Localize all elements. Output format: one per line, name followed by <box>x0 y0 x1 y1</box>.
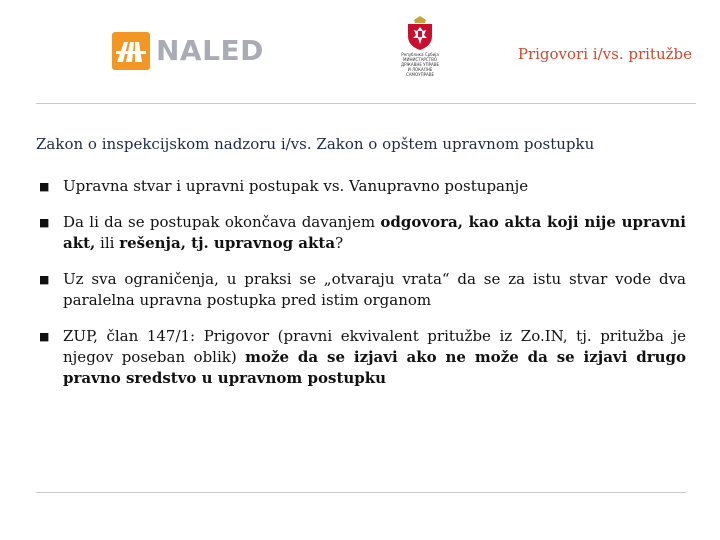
list-item <box>36 212 686 254</box>
point-text: ? <box>335 234 344 252</box>
point-text: ili <box>95 234 120 252</box>
header-divider <box>36 103 696 104</box>
point-text: ZUP, član 147/1: Prigovor (pravni ekvivalent pritužbe iz Zo.IN, tj. pritužba je njegov poseban oblik) <box>63 327 686 366</box>
footer-divider <box>36 492 686 493</box>
list-item <box>36 269 686 311</box>
square-bullet-icon: ■ <box>39 216 50 229</box>
bullet-list <box>36 176 686 404</box>
point-text: Da li da se postupak okončava davanjem <box>63 213 381 231</box>
point-text: Uz sva ograničenja, u praksi se „otvaraju vrata“ da se za istu stvar vode dva paralelna upravna postupka pred istim organom <box>63 270 686 309</box>
point-emphasis: rešenja, tj. upravnog akta <box>119 234 336 252</box>
naled-logo-text: NALED <box>156 34 264 67</box>
square-bullet-icon: ■ <box>39 180 50 193</box>
list-item <box>36 326 686 389</box>
point-text: Upravna stvar i upravni postupak vs. Vanupravno postupanje <box>63 177 529 195</box>
serbian-coat-of-arms-icon <box>406 16 434 50</box>
naled-logo-mark-icon <box>112 32 150 70</box>
slide-title: Prigovori i/vs. pritužbe <box>517 45 692 63</box>
naled-logo <box>112 32 264 70</box>
ministry-emblem <box>392 16 448 92</box>
ministry-caption: Република Србија МИНИСТАРСТВО ДРЖАВНЕ УПРАВЕ И ЛОКАЛНЕ САМОУПРАВЕ <box>401 52 439 77</box>
square-bullet-icon: ■ <box>39 273 50 286</box>
point-emphasis: odgovora, kao akta koji nije upravni akt, <box>63 213 686 252</box>
slide-subtitle: Zakon o inspekcijskom nadzoru i/vs. Zakon o opštem upravnom postupku <box>36 135 595 153</box>
list-item <box>36 176 686 197</box>
square-bullet-icon: ■ <box>39 330 50 343</box>
point-emphasis: može da se izjavi ako ne može da se izjavi drugo pravno sredstvo u upravnom postupku <box>63 348 686 387</box>
